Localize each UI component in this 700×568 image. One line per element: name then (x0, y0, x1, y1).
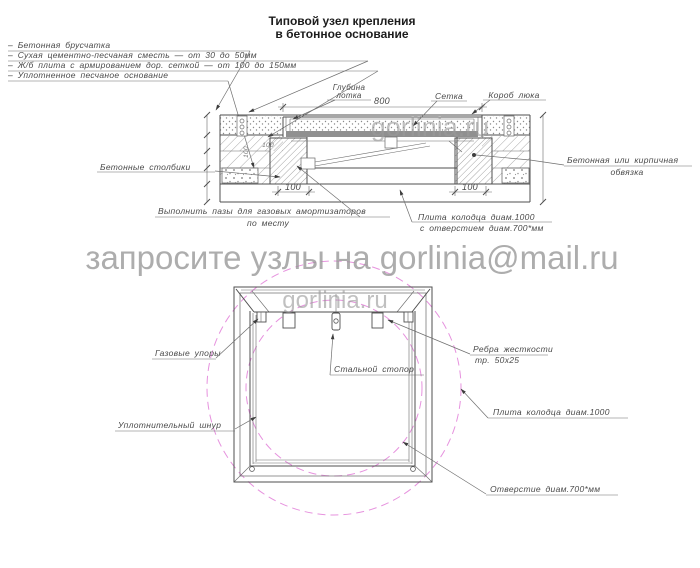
section-view (97, 83, 692, 233)
grooves-line1: Выполнить пазы для газовых амортизаторов (158, 206, 366, 216)
binding-leader-dot (472, 153, 476, 157)
ribs-line2: тр. 50х25 (475, 355, 520, 365)
brick-binding-line2: обвязка (610, 167, 644, 177)
title-line-1: Типовой узел крепления (268, 14, 416, 28)
dim-col-horiz-text: 100 (262, 142, 274, 149)
channel-depth-line1: Глубина (332, 83, 366, 92)
legend-item-dry-mix: – Сухая цементно-песчаная сместь — от 30 до 50мм (8, 50, 257, 60)
label-hatch-box (472, 90, 546, 114)
legend-item-rc-slab: – Ж/б плита с армированием дор. сеткой — от 100 до 150мм (8, 60, 297, 70)
legend-layer-list (7, 40, 378, 168)
label-seal-cord (115, 417, 256, 431)
label-well-slab-section (400, 190, 552, 233)
legend-item-paving: – Бетонная брусчатка (8, 40, 111, 50)
well-slab-line1: Плита колодца диам.1000 (418, 212, 535, 222)
label-gas-struts (152, 319, 258, 359)
watermark-email: запросите узлы на gorlinia@mail.ru (85, 239, 619, 276)
ribs-line1: Ребра жесткости (473, 344, 554, 354)
seal-cord-text: Уплотнительный шнур (118, 420, 222, 430)
concrete-column-right (455, 138, 492, 184)
label-ribs (388, 320, 553, 365)
dim-100-right-text: 100 (462, 182, 478, 192)
dim-800-text: 800 (374, 96, 390, 106)
well-slab-line2: с отверстием диам.700*мм (420, 223, 544, 233)
watermark-section: gorlinia.ru (370, 112, 490, 142)
gas-struts-text: Газовые упоры (155, 348, 221, 358)
steel-stopper-text: Стальной стопор (334, 364, 415, 374)
mesh-text: Сетка (434, 91, 464, 101)
title-line-2: в бетонное основание (275, 27, 409, 41)
dim-col-vert-text: 100 (243, 146, 250, 158)
corner-bolt-right (411, 467, 416, 472)
stiffener-rib-left (283, 313, 295, 328)
well-slab-plan-text: Плита колодца диам.1000 (493, 407, 610, 417)
dimension-vertical-right (540, 112, 546, 205)
paving-post-left (237, 116, 247, 136)
label-steel-stopper (330, 334, 424, 375)
dim-100-left-text: 100 (285, 182, 301, 192)
concrete-columns-text: Бетонные столбики (100, 162, 191, 172)
corner-bolt-left (250, 467, 255, 472)
channel-depth-line2: лотка (336, 91, 362, 100)
brick-binding-line1: Бетонная или кирпичная (567, 155, 679, 165)
watermark-plan: gorlinia.ru (282, 287, 388, 314)
label-hole (403, 442, 618, 495)
stiffener-rib-right (372, 313, 383, 328)
gas-strut-mount-left (257, 312, 266, 322)
grooves-line2: по месту (246, 218, 290, 228)
hole-text: Отверстие диам.700*мм (490, 484, 601, 494)
page-title (268, 14, 415, 41)
gas-strut-mount-right (404, 312, 413, 322)
label-well-slab-plan (461, 389, 628, 418)
paving-post-right (504, 116, 514, 136)
hatch-box-text: Короб люка (488, 90, 540, 100)
legend-item-sand-base: – Уплотненное песчаное основание (8, 70, 169, 80)
